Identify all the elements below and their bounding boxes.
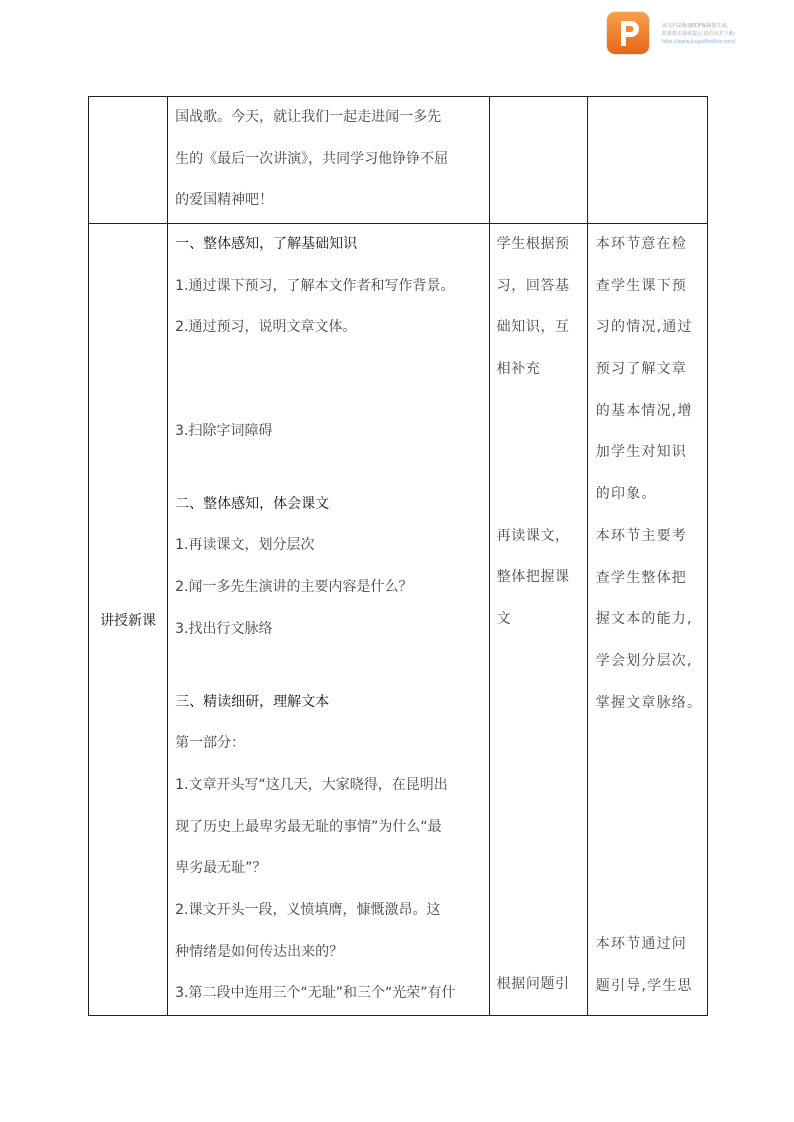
intent-line: 查学生整体把 xyxy=(595,569,687,586)
list-item: 3.找出行文脉络 xyxy=(175,620,273,637)
watermark-notice xyxy=(662,22,787,46)
list-item: 1.通过课下预习，了解本文作者和写作背景。 xyxy=(175,277,455,294)
activity-line: 再读课文， xyxy=(496,527,570,544)
text-line: 生的《最后一次讲演》，共同学习他铮铮不屈 xyxy=(175,150,449,167)
intent-line: 本环节主要考 xyxy=(595,527,687,544)
intent-line: 的基本情况,增 xyxy=(595,402,693,419)
watermark-line-1: 该文档是极速PDF编辑器生成, xyxy=(662,23,729,29)
teaching-content-cell xyxy=(168,224,490,1016)
activity-line: 相补充 xyxy=(496,361,541,378)
section-label: 讲授新课 xyxy=(100,612,157,629)
list-item: 3.扫除字词障碍 xyxy=(175,423,273,440)
table-row xyxy=(89,224,708,1016)
list-item: 2.通过预习，说明文章文体。 xyxy=(175,319,357,336)
activity-line: 根据问题引 xyxy=(496,975,570,992)
list-item: 1.文章开头写“这几天，大家晓得，在昆明出 xyxy=(175,776,448,793)
list-item: 3.第二段中连用三个“无耻”和三个“光荣”有什 xyxy=(175,985,456,1002)
list-item: 种情绪是如何传达出来的？ xyxy=(175,943,344,960)
intent-line: 的印象。 xyxy=(595,486,657,503)
intent-line: 掌握文章脉络。 xyxy=(595,694,703,711)
activity-line: 习，回答基 xyxy=(496,277,570,294)
lesson-plan-table xyxy=(88,96,708,1016)
list-item: 卑劣最无耻”？ xyxy=(175,860,267,877)
intro-text-cell xyxy=(168,97,490,224)
intent-line: 题引导,学生思 xyxy=(595,977,693,994)
activity-line: 学生根据预 xyxy=(496,236,570,252)
watermark-url-link[interactable]: http://www.jisupdfeditor.com/ xyxy=(662,39,736,45)
student-activity-cell xyxy=(489,224,587,1016)
list-item: 1.再读课文，划分层次 xyxy=(175,537,315,554)
watermark-line-2: 如果想去掉该提示,请访问并下载: xyxy=(662,31,736,37)
intent-line: 预习了解文章 xyxy=(595,361,687,378)
intent-line: 学会划分层次, xyxy=(595,652,693,669)
section-label-cell xyxy=(89,224,168,1016)
intent-line: 习的情况,通过 xyxy=(595,319,693,336)
design-intent-cell-empty xyxy=(587,97,707,224)
intent-line: 查学生课下预 xyxy=(595,277,687,294)
text-line: 国战歌。今天，就让我们一起走进闻一多先 xyxy=(175,109,442,125)
intent-line: 加学生对知识 xyxy=(595,444,687,461)
label-cell-empty xyxy=(89,97,168,224)
section-heading: 三、精读细研，理解文本 xyxy=(175,693,330,710)
activity-line: 整体把握课 xyxy=(496,569,570,586)
intent-line: 本环节意在检 xyxy=(595,236,687,252)
intent-line: 本环节通过问 xyxy=(595,936,687,953)
intent-line: 握文本的能力, xyxy=(595,611,693,628)
activity-line: 文 xyxy=(496,611,512,628)
section-heading: 一、整体感知，了解基础知识 xyxy=(175,236,358,252)
text-line: 的爱国精神吧！ xyxy=(175,192,274,209)
list-item: 2.课文开头一段，义愤填膺，慷慨激昂。这 xyxy=(175,901,441,918)
design-intent-cell xyxy=(587,224,707,1016)
part-label: 第一部分： xyxy=(175,735,246,752)
table-row xyxy=(89,97,708,224)
list-item: 2.闻一多先生演讲的主要内容是什么？ xyxy=(175,579,413,596)
pdf-p-logo-icon xyxy=(607,12,649,54)
student-activity-cell-empty xyxy=(489,97,587,224)
list-item: 现了历史上最卑劣最无耻的事情”为什么“最 xyxy=(175,818,442,835)
section-heading: 二、整体感知，体会课文 xyxy=(175,495,330,512)
activity-line: 础知识，互 xyxy=(496,319,570,336)
